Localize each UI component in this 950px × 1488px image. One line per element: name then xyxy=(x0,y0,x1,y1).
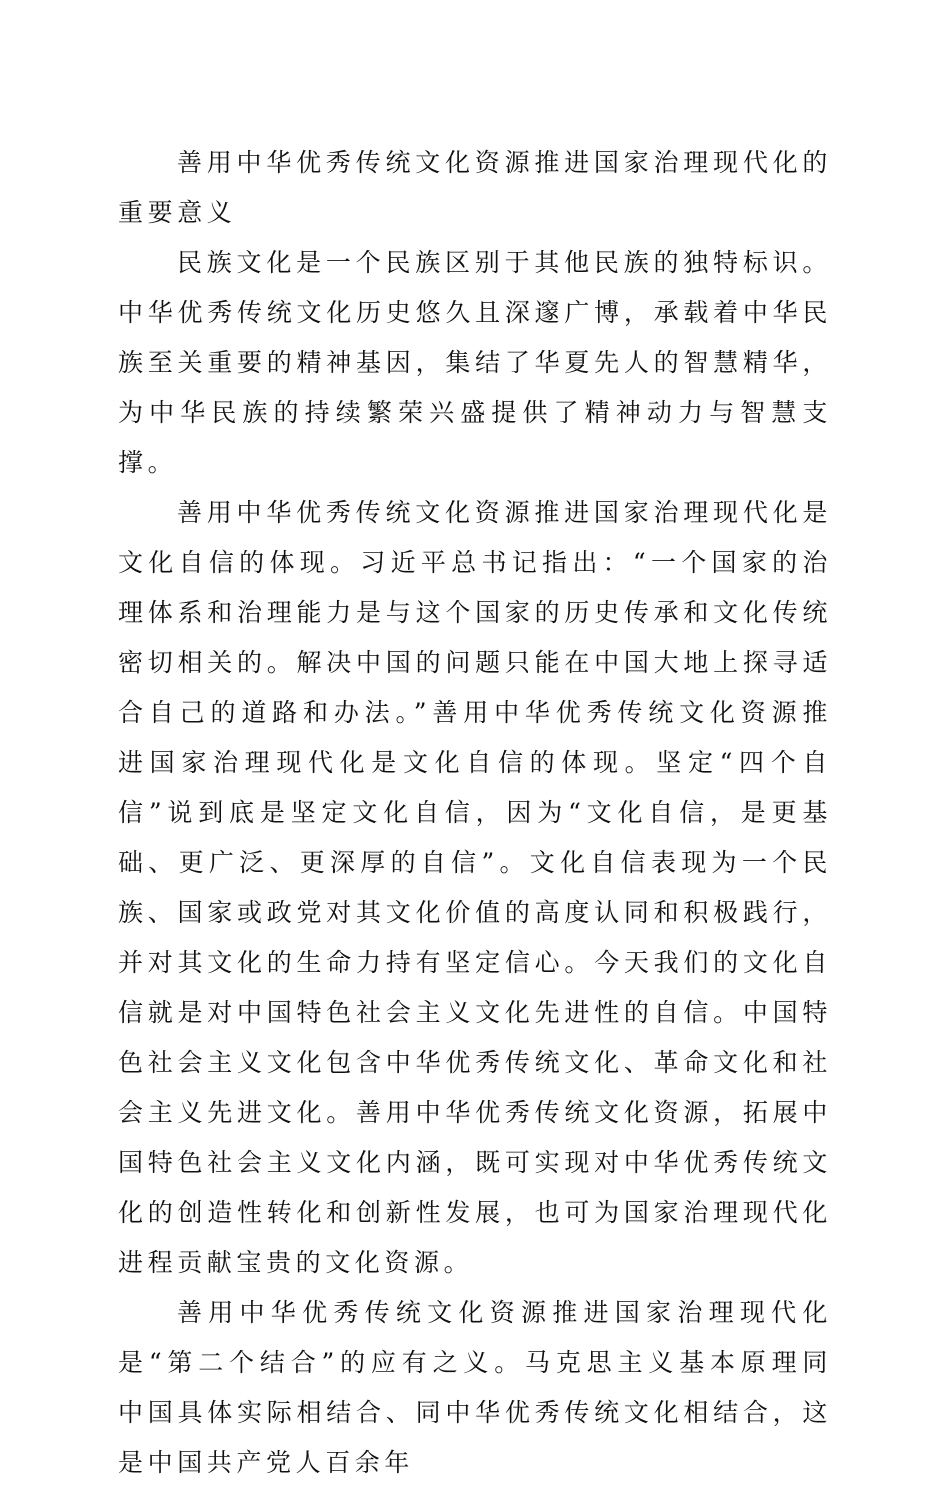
document-title: 善用中华优秀传统文化资源推进国家治理现代化的重要意义 xyxy=(118,148,832,227)
paragraph-3: 善用中华优秀传统文化资源推进国家治理现代化是“第二个结合”的应有之义。马克思主义基本原理同中国具体实际相结合、同中华优秀传统文化相结合，这是中国共产党人百余年 xyxy=(118,1298,832,1477)
document-page xyxy=(118,138,832,1488)
paragraph-2: 善用中华优秀传统文化资源推进国家治理现代化是文化自信的体现。习近平总书记指出：“一个国家的治理体系和治理能力是与这个国家的历史传承和文化传统密切相关的。解决中国的问题只能在中国大地上探寻适合自己的道路和办法。”善用中华优秀传统文化资源推进国家治理现代化是文化自信的体现。坚定“四个自信”说到底是坚定文化自信，因为“文化自信，是更基础、更广泛、更深厚的自信”。文化自信表现为一个民族、国家或政党对其文化价值的高度认同和积极践行，并对其文化的生命力持有坚定信心。今天我们的文化自信就是对中国特色社会主义文化先进性的自信。中国特色社会主义文化包含中华优秀传统文化、革命文化和社会主义先进文化。善用中华优秀传统文化资源，拓展中国特色社会主义文化内涵，既可实现对中华优秀传统文化的创造性转化和创新性发展，也可为国家治理现代化进程贡献宝贵的文化资源。 xyxy=(118,498,832,1277)
paragraph-1: 民族文化是一个民族区别于其他民族的独特标识。中华优秀传统文化历史悠久且深邃广博，承载着中华民族至关重要的精神基因，集结了华夏先人的智慧精华，为中华民族的持续繁荣兴盛提供了精神动力与智慧支撑。 xyxy=(118,248,832,477)
